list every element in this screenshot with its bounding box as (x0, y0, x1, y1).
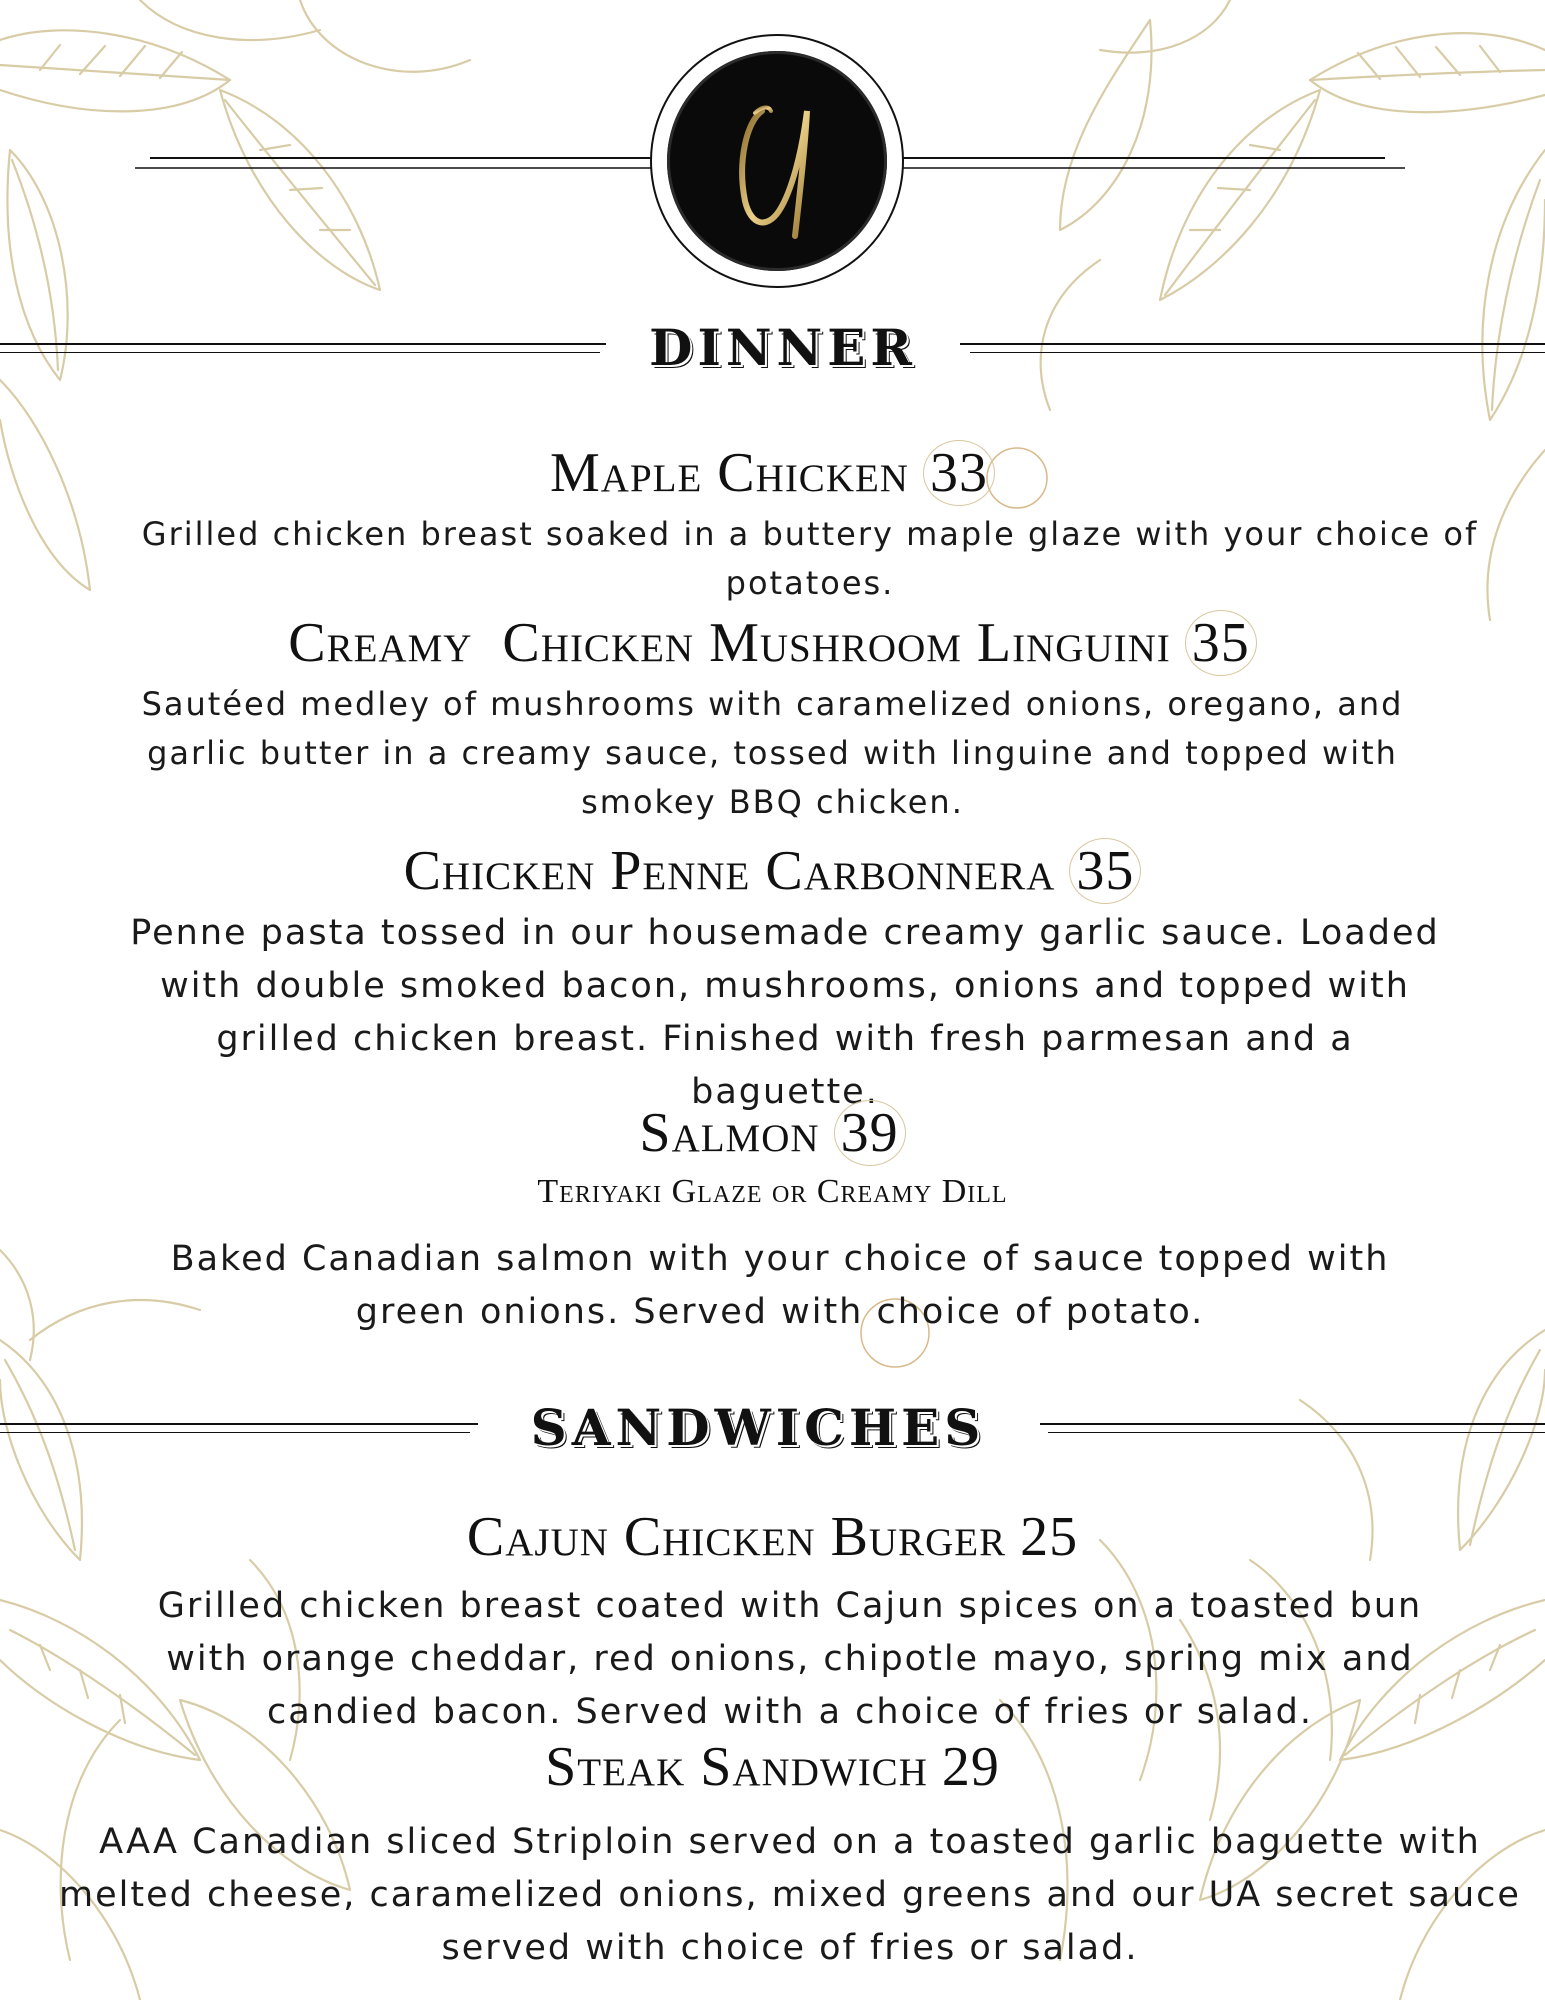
item-name: Steak Sandwich (545, 1736, 928, 1798)
header-rule (0, 1432, 470, 1433)
header-rule (1040, 1423, 1545, 1425)
header-rule (970, 352, 1545, 353)
header-rule (0, 352, 600, 353)
header-rule (0, 1423, 478, 1425)
sandwiches-section-header (0, 1398, 1545, 1458)
item-name: Maple Chicken (550, 442, 909, 504)
logo-medallion (667, 51, 887, 271)
item-name: Cajun Chicken Burger (466, 1506, 1007, 1568)
logo-letter-u (667, 51, 887, 271)
menu-item-title (0, 610, 1545, 676)
menu-item-description: Grilled chicken breast soaked in a buttery maple glaze with your choice of potatoes. (141, 515, 1479, 602)
item-price: 35 (1185, 610, 1257, 676)
menu-item-description: Grilled chicken breast coated with Cajun spices on a toasted bun with orange cheddar, red onions, chipotle mayo, spring mix and candied bacon. Served with a choice of fries or salad. (157, 1586, 1423, 1732)
menu-item-title (0, 1100, 1545, 1166)
menu-item-title (0, 1735, 1545, 1799)
item-price: 35 (1069, 838, 1141, 904)
item-price: 25 (1020, 1506, 1079, 1568)
restaurant-logo (650, 34, 904, 288)
menu-item-description: Penne pasta tossed in our housemade creamy garlic sauce. Loaded with double smoked bacon, mushrooms, onions and topped with grilled chicken breast. Finished with fresh parmesan and a baguette. (130, 913, 1440, 1112)
item-name: Chicken Penne Carbonnera (403, 840, 1056, 902)
header-rule (1048, 1432, 1545, 1433)
menu-item-title (0, 1505, 1545, 1569)
item-price: 29 (941, 1736, 1000, 1798)
item-name: Salmon (639, 1102, 820, 1164)
menu-item-title (0, 440, 1545, 506)
header-rule (0, 343, 606, 345)
dinner-section-header (0, 318, 1545, 378)
menu-item-title (0, 838, 1545, 904)
menu-item-subtitle: Teriyaki Glaze or Creamy Dill (537, 1173, 1008, 1210)
item-price: 39 (834, 1100, 906, 1166)
section-title-dinner: DINNER (649, 318, 917, 377)
item-price: 33 (923, 440, 995, 506)
menu-item-description: AAA Canadian sliced Striploin served on a toasted garlic baguette with melted cheese, caramelized onions, mixed greens and our UA secret sauce served with choice of fries or salad. (59, 1822, 1521, 1968)
menu-item-description: Baked Canadian salmon with your choice of sauce topped with green onions. Served with choice of potato. (170, 1239, 1390, 1332)
header-rule (960, 343, 1545, 345)
section-title-sandwiches: SANDWICHES (530, 1398, 986, 1457)
menu-item-description: Sautéed medley of mushrooms with caramelized onions, oregano, and garlic butter in a creamy sauce, tossed with linguine and topped with smokey BBQ chicken. (141, 685, 1404, 821)
item-name: Creamy Chicken Mushroom Linguini (288, 612, 1171, 674)
